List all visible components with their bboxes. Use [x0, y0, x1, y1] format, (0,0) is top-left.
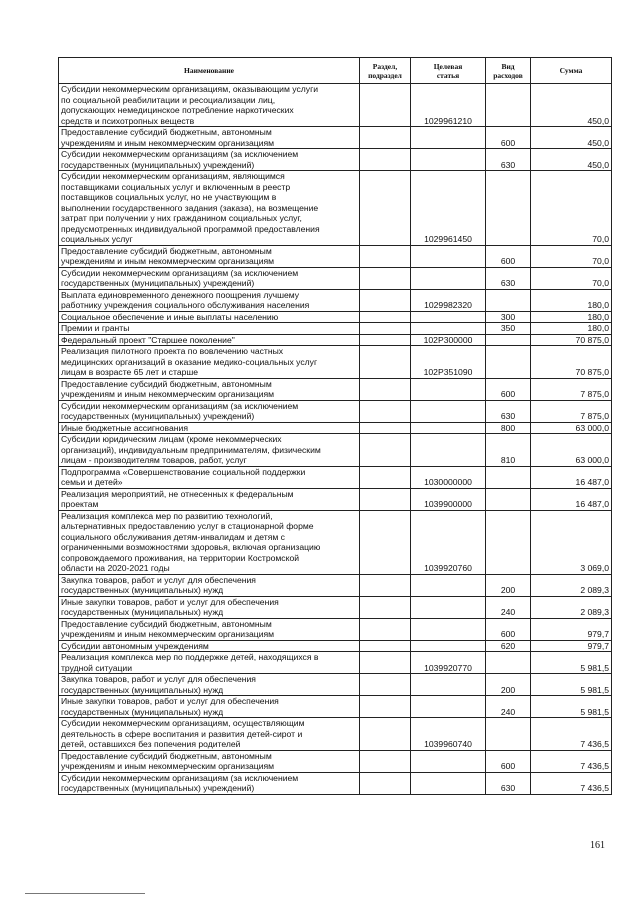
row-expense-type-cell: 600: [486, 378, 531, 400]
row-amount-cell: 450,0: [531, 149, 612, 171]
row-section-cell: [360, 334, 411, 346]
row-amount-cell: 2 089,3: [531, 574, 612, 596]
row-target-cell: 1030000000: [411, 466, 486, 488]
table-row: [59, 311, 612, 323]
row-target-cell: [411, 323, 486, 335]
header-expense-type: Вид расходов: [486, 58, 531, 84]
header-target: Целевая статья: [411, 58, 486, 84]
row-name-cell: Предоставление субсидий бюджетным, автономным учреждениям и иным некоммерческим организациям: [59, 245, 360, 267]
table-row: [59, 718, 612, 751]
row-amount-cell: 63 000,0: [531, 434, 612, 467]
table-row: [59, 750, 612, 772]
row-expense-type-cell: 300: [486, 311, 531, 323]
table-row: [59, 346, 612, 379]
header-name: Наименование: [59, 58, 360, 84]
row-target-cell: [411, 378, 486, 400]
row-amount-cell: 70,0: [531, 171, 612, 246]
table-row: [59, 245, 612, 267]
table-header-row: [59, 58, 612, 84]
table-row: [59, 149, 612, 171]
row-target-cell: [411, 311, 486, 323]
row-name-cell: Реализация комплекса мер по поддержке детей, находящихся в трудной ситуации: [59, 652, 360, 674]
row-target-cell: 1029961450: [411, 171, 486, 246]
row-expense-type-cell: 630: [486, 400, 531, 422]
row-expense-type-cell: 240: [486, 696, 531, 718]
row-section-cell: [360, 267, 411, 289]
row-amount-cell: 450,0: [531, 84, 612, 127]
row-expense-type-cell: [486, 466, 531, 488]
row-name-cell: Реализация комплекса мер по развитию технологий, альтернативных предоставлению услуг в стационарной форме социального обслуживания детям-инвалидам и детям с ограниченными возможностями здоровья, включая организацию сопровождаемого проживания, на территории Костромской области на 2020-2021 годы: [59, 510, 360, 574]
row-target-cell: [411, 596, 486, 618]
table-row: [59, 618, 612, 640]
table-row: [59, 466, 612, 488]
row-name-cell: Субсидии некоммерческим организациям, осуществляющим деятельность в сфере воспитания и развития детей-сирот и детей, оставшихся без попечения родителей: [59, 718, 360, 751]
row-amount-cell: 3 069,0: [531, 510, 612, 574]
row-amount-cell: 2 089,3: [531, 596, 612, 618]
row-section-cell: [360, 640, 411, 652]
row-target-cell: 102P300000: [411, 334, 486, 346]
row-amount-cell: 7 436,5: [531, 772, 612, 794]
row-expense-type-cell: 200: [486, 674, 531, 696]
row-target-cell: [411, 772, 486, 794]
row-section-cell: [360, 772, 411, 794]
row-amount-cell: 70 875,0: [531, 346, 612, 379]
row-amount-cell: 5 981,5: [531, 674, 612, 696]
row-amount-cell: 180,0: [531, 311, 612, 323]
table-row: [59, 289, 612, 311]
row-name-cell: Субсидии автономным учреждениям: [59, 640, 360, 652]
row-section-cell: [360, 400, 411, 422]
row-target-cell: 1039960740: [411, 718, 486, 751]
row-name-cell: Подпрограмма «Совершенствование социальной поддержки семьи и детей»: [59, 466, 360, 488]
table-row: [59, 652, 612, 674]
row-expense-type-cell: [486, 171, 531, 246]
row-target-cell: [411, 434, 486, 467]
row-target-cell: 1029982320: [411, 289, 486, 311]
row-amount-cell: 7 436,5: [531, 718, 612, 751]
row-name-cell: Предоставление субсидий бюджетным, автономным учреждениям и иным некоммерческим организациям: [59, 618, 360, 640]
row-target-cell: [411, 618, 486, 640]
row-target-cell: [411, 640, 486, 652]
row-target-cell: [411, 149, 486, 171]
row-section-cell: [360, 574, 411, 596]
table-row: [59, 510, 612, 574]
row-expense-type-cell: [486, 334, 531, 346]
row-expense-type-cell: 350: [486, 323, 531, 335]
row-name-cell: Субсидии некоммерческим организациям (за исключением государственных (муниципальных) учреждений): [59, 149, 360, 171]
footer-divider: [25, 893, 145, 894]
row-expense-type-cell: 630: [486, 267, 531, 289]
row-expense-type-cell: [486, 289, 531, 311]
table-row: [59, 422, 612, 434]
row-amount-cell: 7 436,5: [531, 750, 612, 772]
row-amount-cell: 180,0: [531, 323, 612, 335]
row-expense-type-cell: [486, 718, 531, 751]
table-row: [59, 696, 612, 718]
row-amount-cell: 7 875,0: [531, 378, 612, 400]
budget-table: [58, 57, 612, 795]
row-target-cell: [411, 574, 486, 596]
row-expense-type-cell: [486, 84, 531, 127]
row-name-cell: Иные бюджетные ассигнования: [59, 422, 360, 434]
row-expense-type-cell: 630: [486, 772, 531, 794]
row-amount-cell: 16 487,0: [531, 488, 612, 510]
row-name-cell: Закупка товаров, работ и услуг для обеспечения государственных (муниципальных) нужд: [59, 674, 360, 696]
row-name-cell: Предоставление субсидий бюджетным, автономным учреждениям и иным некоммерческим организациям: [59, 378, 360, 400]
row-name-cell: Выплата единовременного денежного поощрения лучшему работнику учреждения социального обслуживания населения: [59, 289, 360, 311]
row-section-cell: [360, 488, 411, 510]
table-row: [59, 596, 612, 618]
row-section-cell: [360, 652, 411, 674]
header-section: Раздел, подраздел: [360, 58, 411, 84]
row-section-cell: [360, 346, 411, 379]
row-expense-type-cell: 600: [486, 245, 531, 267]
row-expense-type-cell: 600: [486, 750, 531, 772]
table-row: [59, 674, 612, 696]
row-amount-cell: 70,0: [531, 267, 612, 289]
row-name-cell: Премии и гранты: [59, 323, 360, 335]
row-amount-cell: 63 000,0: [531, 422, 612, 434]
row-target-cell: 1029961210: [411, 84, 486, 127]
row-amount-cell: 5 981,5: [531, 652, 612, 674]
row-amount-cell: 70,0: [531, 245, 612, 267]
row-section-cell: [360, 171, 411, 246]
row-target-cell: 1039920760: [411, 510, 486, 574]
header-amount: Сумма: [531, 58, 612, 84]
row-expense-type-cell: [486, 346, 531, 379]
row-target-cell: [411, 267, 486, 289]
row-section-cell: [360, 618, 411, 640]
row-name-cell: Иные закупки товаров, работ и услуг для обеспечения государственных (муниципальных) нужд: [59, 596, 360, 618]
table-row: [59, 640, 612, 652]
row-section-cell: [360, 245, 411, 267]
table-row: [59, 267, 612, 289]
row-target-cell: [411, 422, 486, 434]
row-target-cell: [411, 127, 486, 149]
row-name-cell: Субсидии некоммерческим организациям, оказывающим услуги по социальной реабилитации и ресоциализации лиц, допускающих немедицинское потребление наркотических средств и психотропных веществ: [59, 84, 360, 127]
row-name-cell: Субсидии некоммерческим организациям (за исключением государственных (муниципальных) учреждений): [59, 772, 360, 794]
row-target-cell: [411, 245, 486, 267]
row-expense-type-cell: [486, 652, 531, 674]
row-amount-cell: 70 875,0: [531, 334, 612, 346]
row-amount-cell: 979,7: [531, 618, 612, 640]
row-section-cell: [360, 718, 411, 751]
row-section-cell: [360, 434, 411, 467]
row-name-cell: Предоставление субсидий бюджетным, автономным учреждениям и иным некоммерческим организациям: [59, 127, 360, 149]
row-expense-type-cell: [486, 488, 531, 510]
row-expense-type-cell: 200: [486, 574, 531, 596]
row-name-cell: Субсидии некоммерческим организациям, являющимся поставщиками социальных услуг и включенным в реестр поставщиков социальных услуг, но не участвующим в выполнении государственного задания (заказа), на возмещение затрат при получении у них гражданином социальных услуг, предусмотренных индивидуальной программой предоставления социальных услуг: [59, 171, 360, 246]
row-name-cell: Реализация мероприятий, не отнесенных к федеральным проектам: [59, 488, 360, 510]
row-expense-type-cell: 620: [486, 640, 531, 652]
row-expense-type-cell: 600: [486, 618, 531, 640]
row-expense-type-cell: 600: [486, 127, 531, 149]
table-row: [59, 323, 612, 335]
table-row: [59, 574, 612, 596]
row-section-cell: [360, 323, 411, 335]
row-section-cell: [360, 750, 411, 772]
row-amount-cell: 7 875,0: [531, 400, 612, 422]
row-amount-cell: 979,7: [531, 640, 612, 652]
row-section-cell: [360, 127, 411, 149]
row-name-cell: Закупка товаров, работ и услуг для обеспечения государственных (муниципальных) нужд: [59, 574, 360, 596]
row-name-cell: Социальное обеспечение и иные выплаты населению: [59, 311, 360, 323]
row-target-cell: 102P351090: [411, 346, 486, 379]
table-row: [59, 488, 612, 510]
row-section-cell: [360, 311, 411, 323]
row-expense-type-cell: 810: [486, 434, 531, 467]
row-section-cell: [360, 510, 411, 574]
row-section-cell: [360, 596, 411, 618]
row-name-cell: Федеральный проект "Старшее поколение": [59, 334, 360, 346]
row-expense-type-cell: 800: [486, 422, 531, 434]
row-target-cell: 1039900000: [411, 488, 486, 510]
row-expense-type-cell: [486, 510, 531, 574]
row-section-cell: [360, 422, 411, 434]
row-target-cell: [411, 400, 486, 422]
row-amount-cell: 16 487,0: [531, 466, 612, 488]
row-target-cell: [411, 696, 486, 718]
row-amount-cell: 450,0: [531, 127, 612, 149]
row-section-cell: [360, 674, 411, 696]
row-amount-cell: 180,0: [531, 289, 612, 311]
row-name-cell: Иные закупки товаров, работ и услуг для обеспечения государственных (муниципальных) нужд: [59, 696, 360, 718]
row-name-cell: Реализация пилотного проекта по вовлечению частных медицинских организаций в оказание медико-социальных услуг лицам в возрасте 65 лет и старше: [59, 346, 360, 379]
row-name-cell: Субсидии юридическим лицам (кроме некоммерческих организаций), индивидуальным предпринимателям, физическим лицам - производителям товаров, работ, услуг: [59, 434, 360, 467]
row-target-cell: [411, 750, 486, 772]
table-row: [59, 772, 612, 794]
table-row: [59, 84, 612, 127]
row-target-cell: [411, 674, 486, 696]
table-row: [59, 434, 612, 467]
table-row: [59, 400, 612, 422]
table-row: [59, 334, 612, 346]
row-section-cell: [360, 378, 411, 400]
row-section-cell: [360, 696, 411, 718]
row-section-cell: [360, 466, 411, 488]
row-section-cell: [360, 149, 411, 171]
row-section-cell: [360, 289, 411, 311]
table-row: [59, 171, 612, 246]
row-name-cell: Предоставление субсидий бюджетным, автономным учреждениям и иным некоммерческим организациям: [59, 750, 360, 772]
row-name-cell: Субсидии некоммерческим организациям (за исключением государственных (муниципальных) учреждений): [59, 400, 360, 422]
row-section-cell: [360, 84, 411, 127]
row-amount-cell: 5 981,5: [531, 696, 612, 718]
row-name-cell: Субсидии некоммерческим организациям (за исключением государственных (муниципальных) учреждений): [59, 267, 360, 289]
table-row: [59, 378, 612, 400]
row-expense-type-cell: 630: [486, 149, 531, 171]
page-number: 161: [590, 840, 605, 851]
row-expense-type-cell: 240: [486, 596, 531, 618]
table-row: [59, 127, 612, 149]
row-target-cell: 1039920770: [411, 652, 486, 674]
